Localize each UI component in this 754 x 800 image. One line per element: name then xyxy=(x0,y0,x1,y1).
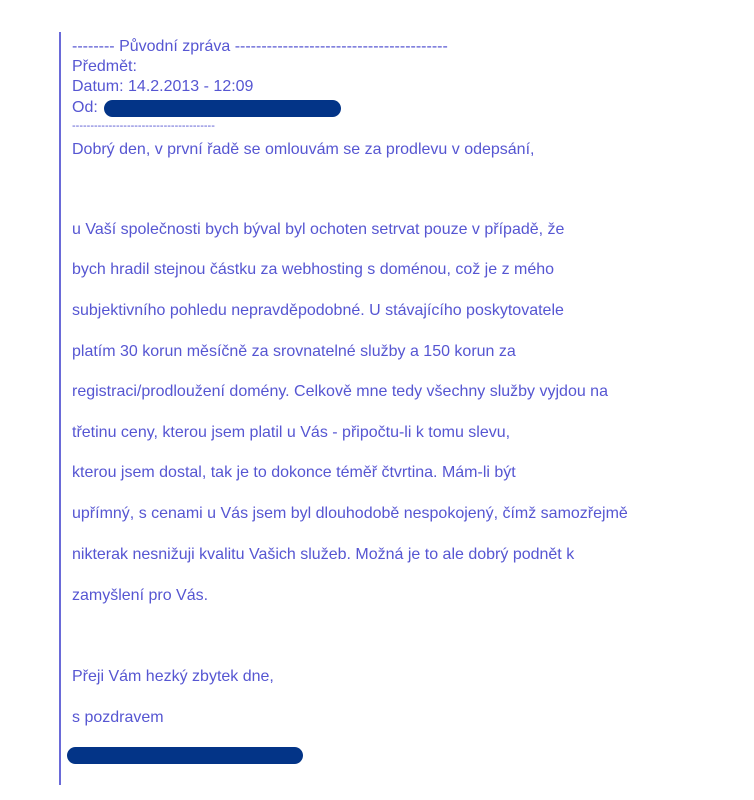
body-line: platím 30 korun měsíčně za srovnatelné služby a 150 korun za xyxy=(72,343,516,360)
body-line: subjektivního pohledu nepravděpodobné. U stávajícího poskytovatele xyxy=(72,302,564,319)
body-line: registraci/prodloužení domény. Celkově mne tedy všechny služby vyjdou na xyxy=(72,383,608,400)
from-label: Od: xyxy=(72,99,98,116)
date-line: Datum: 14.2.2013 - 12:09 xyxy=(72,78,254,95)
quote-border xyxy=(59,32,61,785)
subject-label: Předmět: xyxy=(72,58,137,75)
header-end-separator: --------------------------------------- xyxy=(72,120,215,132)
closing: Přeji Vám hezký zbytek dne, xyxy=(72,668,274,685)
body-line: bych hradil stejnou částku za webhosting s doménou, což je z mého xyxy=(72,261,555,278)
body-line: kterou jsem dostal, tak je to dokonce téměř čtvrtina. Mám-li být xyxy=(72,464,516,481)
body-line: třetinu ceny, kterou jsem platil u Vás - připočtu-li k tomu slevu, xyxy=(72,424,511,441)
body-line: nikterak nesnižuji kvalitu Vašich služeb. Možná je to ale dobrý podnět k xyxy=(72,546,575,563)
body-line: zamyšlení pro Vás. xyxy=(72,587,209,604)
body-line: u Vaší společnosti bych býval byl ochoten setrvat pouze v případě, že xyxy=(72,221,565,238)
body-line: upřímný, s cenami u Vás jsem byl dlouhodobě nespokojený, čímž samozřejmě xyxy=(72,505,628,522)
original-message-separator: -------- Původní zpráva ---------------------------------------- xyxy=(72,38,448,55)
regards: s pozdravem xyxy=(72,709,164,726)
redacted-sender xyxy=(104,100,341,117)
redacted-signature xyxy=(67,747,303,764)
greeting: Dobrý den, v první řadě se omlouvám se za prodlevu v odepsání, xyxy=(72,141,535,158)
